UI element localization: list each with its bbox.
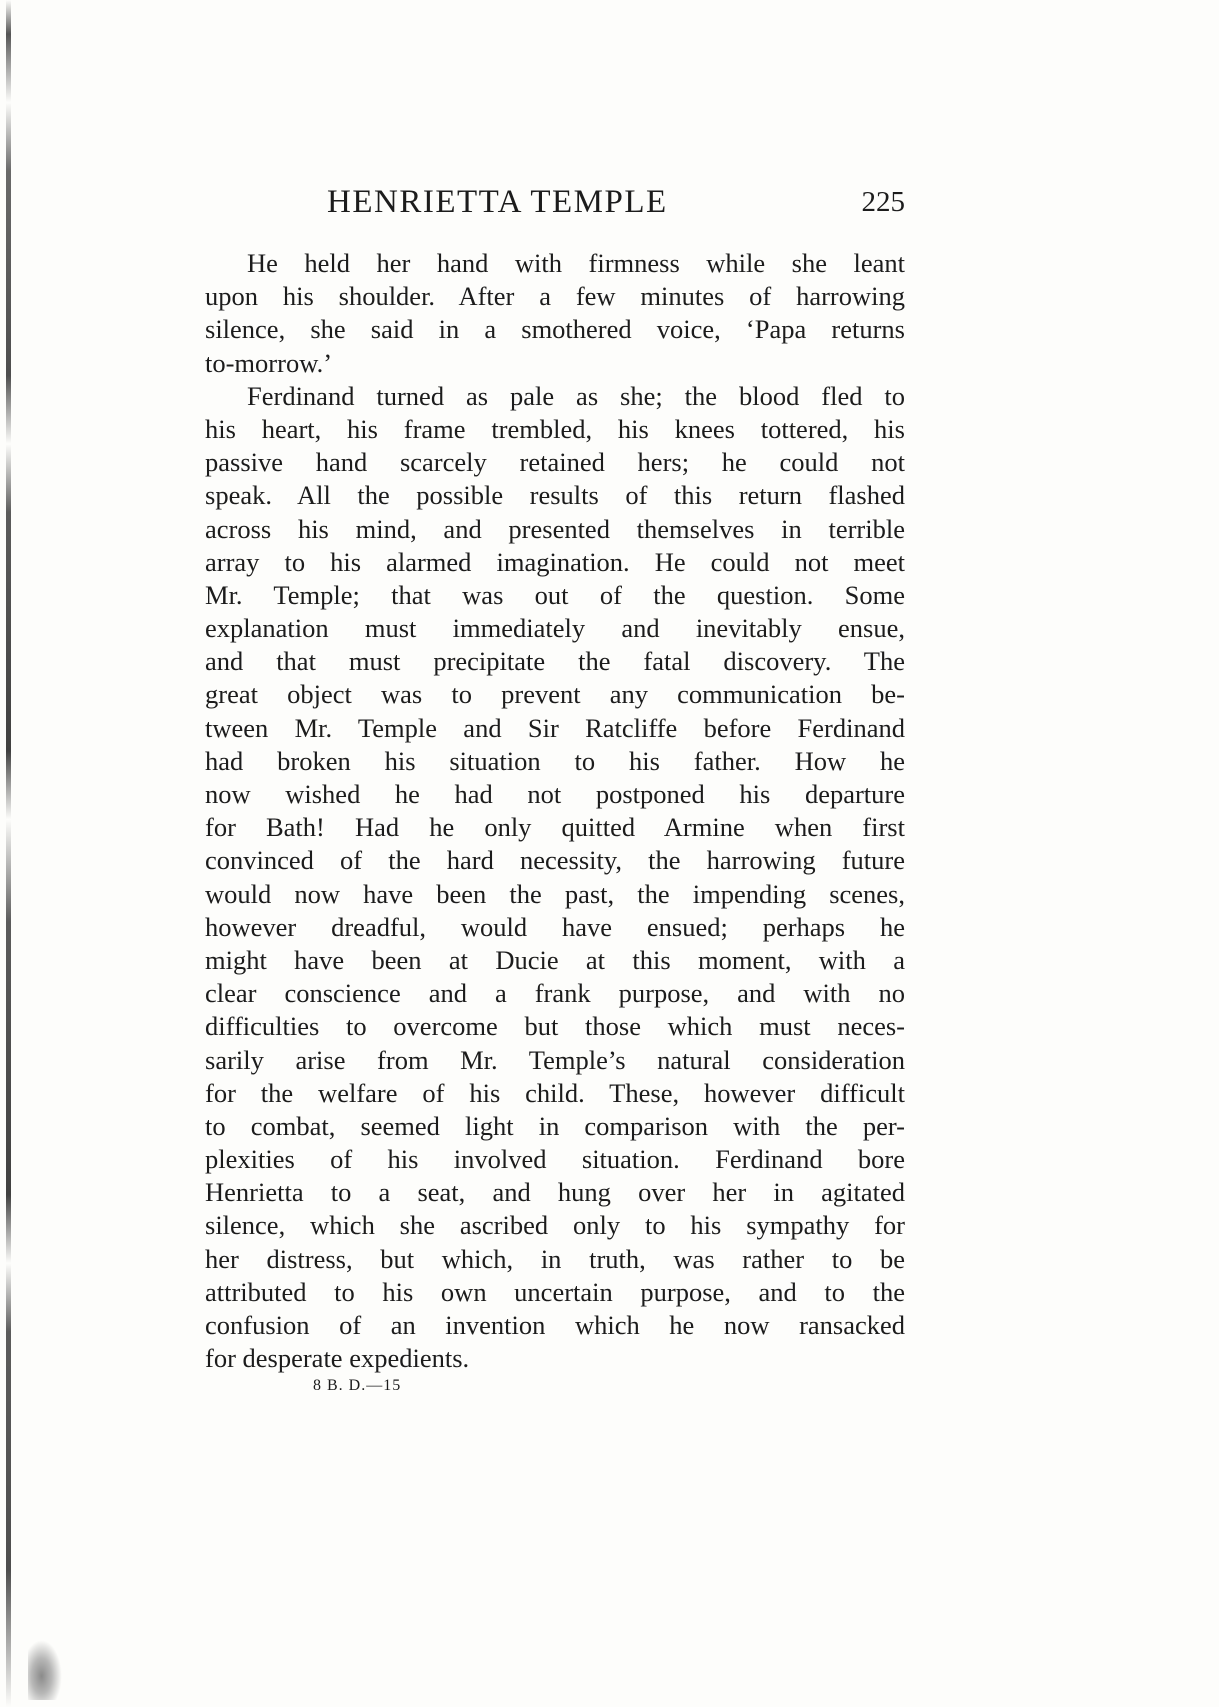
signature-mark: 8 B. D.—15 bbox=[313, 1377, 402, 1394]
running-head-title: HENRIETTA TEMPLE bbox=[327, 184, 668, 220]
text-line: across his mind, and presented themselves in terrible bbox=[205, 513, 905, 544]
text-line: now wished he had not postponed his departure bbox=[205, 779, 905, 809]
text-line: confusion of an invention which he now ransacked bbox=[205, 1310, 905, 1340]
text-line: upon his shoulder. After a few minutes of harrowing bbox=[205, 281, 905, 312]
text-line: to-morrow.’ bbox=[205, 347, 333, 378]
text-line: attributed to his own uncertain purpose, and to the bbox=[205, 1276, 905, 1307]
text-line: Mr. Temple; that was out of the question. Some bbox=[205, 579, 905, 610]
text-line: tween Mr. Temple and Sir Ratcliffe before Ferdinand bbox=[205, 712, 905, 743]
text-line: explanation must immediately and inevitably ensue, bbox=[205, 613, 905, 644]
page-number: 225 bbox=[861, 186, 905, 218]
text-line: silence, she said in a smothered voice, ‘Papa returns bbox=[205, 314, 905, 345]
text-line: silence, which she ascribed only to his sympathy for bbox=[205, 1210, 905, 1241]
text-line: great object was to prevent any communication be- bbox=[205, 679, 905, 710]
text-line: for the welfare of his child. These, however difficult bbox=[205, 1077, 905, 1108]
text-line: sarily arise from Mr. Temple’s natural consideration bbox=[205, 1044, 905, 1075]
text-line: however dreadful, would have ensued; perhaps he bbox=[205, 911, 905, 942]
text-line: might have been at Ducie at this moment, with a bbox=[205, 944, 905, 975]
running-head bbox=[205, 184, 905, 224]
text-line: Henrietta to a seat, and hung over her in agitated bbox=[205, 1177, 905, 1208]
text-line: array to his alarmed imagination. He could not meet bbox=[205, 546, 905, 577]
text-line: to combat, seemed light in comparison with the per- bbox=[205, 1110, 905, 1141]
binding-edge bbox=[6, 0, 11, 1707]
text-line: her distress, but which, in truth, was rather to be bbox=[205, 1243, 905, 1274]
text-line: convinced of the hard necessity, the harrowing future bbox=[205, 845, 905, 876]
text-line: He held her hand with firmness while she leant bbox=[247, 248, 905, 278]
text-line: plexities of his involved situation. Ferdinand bore bbox=[205, 1144, 905, 1175]
text-line: would now have been the past, the impending scenes, bbox=[205, 878, 905, 909]
text-line: passive hand scarcely retained hers; he could not bbox=[205, 447, 905, 478]
text-line: and that must precipitate the fatal discovery. The bbox=[205, 646, 905, 677]
text-line: clear conscience and a frank purpose, and with no bbox=[205, 978, 905, 1009]
text-line: Ferdinand turned as pale as she; the blood fled to bbox=[247, 380, 905, 411]
text-line: difficulties to overcome but those which must neces- bbox=[205, 1011, 905, 1042]
scan-smudge bbox=[28, 1640, 62, 1700]
text-line: had broken his situation to his father. How he bbox=[205, 745, 905, 776]
text-line: his heart, his frame trembled, his knees tottered, his bbox=[205, 413, 905, 444]
text-line: for Bath! Had he only quitted Armine when first bbox=[205, 812, 905, 843]
text-line: speak. All the possible results of this return flashed bbox=[205, 480, 905, 511]
body-text bbox=[205, 247, 905, 1375]
text-line: for desperate expedients. bbox=[205, 1343, 470, 1374]
